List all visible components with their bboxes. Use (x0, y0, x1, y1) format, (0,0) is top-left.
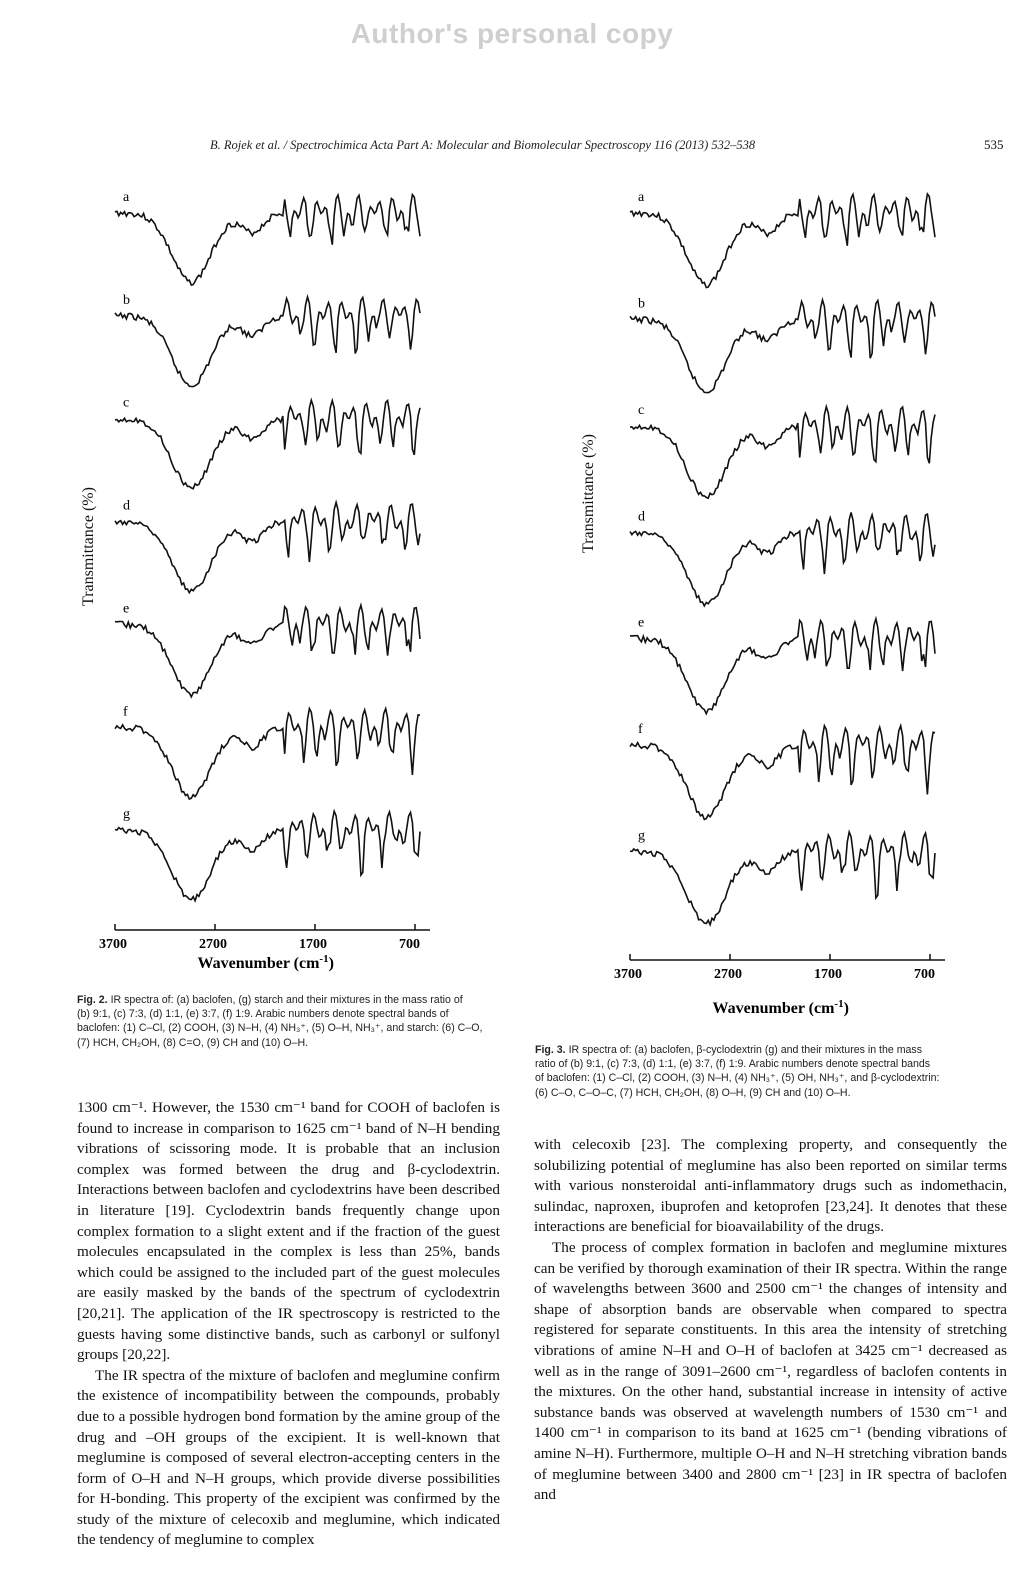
curve-label-e: e (123, 601, 130, 617)
spectrum-curve-e (115, 605, 420, 697)
curve-label-g: g (123, 807, 130, 823)
figure-3-caption-line: of baclofen: (1) C–Cl, (2) COOH, (3) N–H, (4) NH₃⁺, (5) OH, NH₃⁺, and β-cyclodextrin: (535, 1072, 940, 1085)
x-axis-label: Wavenumber $(cm^{-1})$ (197, 953, 334, 972)
curve-label-a: a (638, 190, 645, 205)
curve-label-d: d (123, 498, 130, 514)
spectrum-curve-f (630, 726, 935, 820)
spectrum-curve-a (630, 194, 935, 288)
figure-3 (590, 178, 970, 1023)
x-axis-tick-label: 3700 (99, 937, 127, 952)
paragraph: with celecoxib [23]. The complexing property, and consequently the solubilizing potential of meglumine has also been reported on similar terms with various nonsteroidal anti-inflammatory drugs such as indomethacin, sulindac, naproxen, ibuprofen and ketoprofen [23,24]. It denotes that these interactions are beneficial for bioavailability of the drugs. (534, 1136, 1007, 1236)
figure-2 (75, 178, 455, 978)
spectrum-curve-d (115, 502, 420, 592)
curve-label-a: a (123, 190, 130, 205)
x-axis-tick-label: 700 (914, 967, 935, 982)
page-number: 535 (984, 137, 1004, 152)
curve-label-c: c (638, 402, 645, 418)
spectrum-curve-c (115, 400, 420, 489)
watermark: Author's personal copy (350, 18, 674, 49)
right-column-text (534, 1135, 1007, 1506)
figure-3-caption (535, 1043, 1010, 1100)
paragraph: The process of complex formation in baclofen and meglumine mixtures can be verified by thorough examination of their IR spectra. Within the range of wavelengths between 3600 and 2500 cm⁻¹ the changes of intensity and shape of absorption bands are observable when compared to spectra registered for separate constituents. In this area the intensity of stretching vibrations of amine N–H and O–H of baclofen at 3425 cm⁻¹ decreased as well as in the range of 3091–2600 cm⁻¹, regardless of baclofen contents in the mixtures. On the other hand, substantial increase in intensity of active substance bands was observed at wavelength numbers of 1530 cm⁻¹ and 1400 cm⁻¹ in comparison to its band at 1625 cm⁻¹ (bending vibrations of amine N–H). Furthermore, multiple O–H and N–H stretching vibration bands of meglumine between 3400 and 2800 cm⁻¹ [23] in IR spectra of baclofen and (534, 1238, 1007, 1504)
curve-label-f: f (123, 704, 128, 720)
figure-3-caption-line: IR spectra of: (a) baclofen, β-cyclodextrin (g) and their mixtures in the mass (568, 1044, 923, 1056)
spectrum-curve-b (115, 297, 420, 387)
figure-2-caption (77, 993, 507, 1050)
spectrum-curve-g (630, 832, 935, 925)
figure-2-caption-line: (7) HCH, CH₂OH, (8) C=O, (9) CH and (10) O–H. (77, 1036, 309, 1049)
x-axis-tick-label: 2700 (714, 967, 742, 982)
figure-3-spectra (590, 178, 970, 1023)
figure-3-caption-line: (6) C–O, C–O–C, (7) HCH, CH₂OH, (8) O–H, (9) CH and (10) O–H. (535, 1086, 851, 1099)
figure-2-spectra (75, 178, 455, 978)
spectrum-curve-a (115, 195, 420, 286)
spectrum-curve-c (630, 407, 935, 499)
left-column-text (77, 1098, 500, 1551)
figure-2-y-axis-label: Transmittance (%) (80, 487, 97, 606)
curve-label-d: d (638, 509, 645, 525)
running-head: B. Rojek et al. / Spectrochimica Acta Part A: Molecular and Biomolecular Spectroscopy 116 (2013) 532–538 (210, 138, 756, 152)
figure-3-caption-line: ratio of (b) 9:1, (c) 7:3, (d) 1:1, (e) 3:7, (f) 1:9. Arabic numbers denote spectral bands (535, 1058, 931, 1071)
paragraph: 1300 cm⁻¹. However, the 1530 cm⁻¹ band for COOH of baclofen is found to increase in comparison to 1625 cm⁻¹ band of N–H bending vibrations of scissoring mode. It is probable that an inclusion complex was formed between the drug and β-cyclodextrin. Interactions between baclofen and cyclodextrins have been described in literature [19]. Cyclodextrin bands frequently change upon complex formation to a slight extent and if the fraction of the guest molecules encapsulated in the complex is less than 25%, bands which could be assigned to the included part of the guest molecules are easily masked by the bands of the spectrum of cyclodextrin [20,21]. The application of the IR spectroscopy is restricted to the guests having some distinctive bands, such as carbonyl or sulfonyl groups [20,22]. (77, 1099, 500, 1364)
spectrum-curve-g (115, 811, 420, 901)
x-axis-tick-label: 3700 (614, 967, 642, 982)
spectrum-curve-f (115, 709, 420, 800)
curve-label-b: b (123, 292, 130, 308)
x-axis-tick-label: 1700 (299, 937, 327, 952)
x-axis-tick-label: 2700 (199, 937, 227, 952)
curve-label-e: e (638, 615, 645, 631)
figure-2-caption-line: (b) 9:1, (c) 7:3, (d) 1:1, (e) 3:7, (f) 1:9. Arabic numbers denote spectral bands of (77, 1008, 449, 1021)
spectrum-curve-e (630, 619, 935, 714)
curve-label-g: g (638, 828, 645, 844)
figure-2-caption-line: baclofen: (1) C–Cl, (2) COOH, (3) N–H, (4) NH₃⁺, (5) O–H, NH₃⁺, and starch: (6) C–O, (77, 1022, 483, 1035)
paragraph: The IR spectra of the mixture of baclofen and meglumine confirm the existence of incompatibility between the compounds, probably due to a possible hydrogen bond formation by the amine group of the drug and –OH groups of the excipient. It is well-known that meglumine is composed of several electron-accepting centers in the form of O–H and N–H groups, which provide diverse possibilities for H-bonding. This property of the excipient was confirmed by the study of the mixture of celecoxib and meglumine, which indicated the tendency of meglumine to complex (77, 1366, 500, 1549)
figure-2-caption-label: Fig. 2. (77, 994, 108, 1006)
figure-3-caption-label: Fig. 3. (535, 1044, 566, 1056)
x-axis-tick-label: 700 (399, 937, 420, 952)
curve-label-f: f (638, 722, 643, 738)
x-axis-label: Wavenumber $(cm^{-1})$ (712, 998, 849, 1017)
figure-3-y-axis-label: Transmittance (%) (580, 434, 597, 553)
spectrum-curve-b (630, 300, 935, 393)
curve-label-c: c (123, 395, 130, 411)
figure-2-caption-line: IR spectra of: (a) baclofen, (g) starch and their mixtures in the mass ratio of (110, 994, 463, 1006)
x-axis-tick-label: 1700 (814, 967, 842, 982)
spectrum-curve-d (630, 513, 935, 606)
curve-label-b: b (638, 296, 645, 312)
